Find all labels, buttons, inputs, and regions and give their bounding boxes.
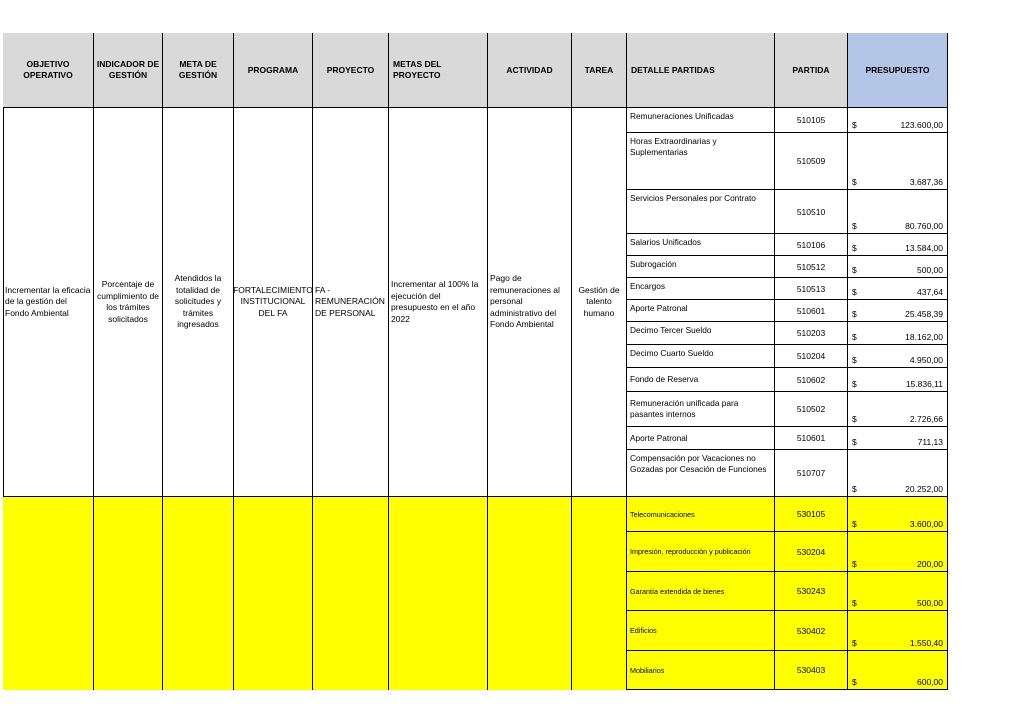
row-partida bbox=[775, 256, 848, 278]
header-label: METAS DEL PROYECTO bbox=[393, 59, 442, 80]
row-partida bbox=[775, 108, 848, 133]
cell-text: Porcentaje de cumplimiento de los trámites solicitados bbox=[97, 279, 159, 324]
row-detalle bbox=[627, 532, 775, 572]
currency-symbol: $ bbox=[852, 287, 857, 297]
row-detalle bbox=[627, 322, 775, 345]
row-detalle bbox=[627, 572, 775, 611]
amount-text: 20.252,00 bbox=[905, 484, 943, 494]
cell-highlight-programa bbox=[234, 497, 313, 690]
amount-text: 13.584,00 bbox=[905, 243, 943, 253]
cell-text: FORTALECIMIENTO INSTITUCIONAL DEL FA bbox=[233, 284, 313, 318]
row-partida bbox=[775, 427, 848, 450]
detalle-text: Compensación por Vacaciones no Gozadas por Cesación de Funciones bbox=[630, 453, 767, 474]
row-partida bbox=[775, 532, 848, 572]
row-presupuesto bbox=[848, 611, 948, 651]
partida-text: 510510 bbox=[796, 206, 826, 217]
header-label: PRESUPUESTO bbox=[865, 64, 930, 75]
currency-symbol: $ bbox=[852, 265, 857, 275]
detalle-text: Subrogación bbox=[630, 259, 677, 269]
amount-text: 2.726,66 bbox=[909, 414, 943, 424]
partida-text: 510513 bbox=[796, 283, 826, 294]
header-label: PROGRAMA bbox=[247, 64, 299, 75]
header-label: OBJETIVO OPERATIVO bbox=[23, 59, 73, 80]
cell-text: Atendidos la totalidad de solicitudes y trámites ingresados bbox=[174, 273, 222, 330]
detalle-text: Telecomunicaciones bbox=[630, 509, 695, 519]
partida-text: 510601 bbox=[796, 305, 826, 316]
row-detalle bbox=[627, 133, 775, 190]
row-presupuesto bbox=[848, 427, 948, 450]
header-label: PROYECTO bbox=[326, 64, 375, 75]
partida-text: 510502 bbox=[796, 404, 826, 414]
detalle-text: Garantía extendida de bienes bbox=[630, 586, 725, 596]
partida-text: 510203 bbox=[796, 328, 826, 338]
row-partida bbox=[775, 278, 848, 300]
amount-text: 200,00 bbox=[917, 559, 943, 569]
currency-symbol: $ bbox=[852, 638, 857, 648]
row-partida bbox=[775, 392, 848, 427]
currency-symbol: $ bbox=[852, 243, 857, 253]
amount-text: 15.836,11 bbox=[905, 379, 943, 389]
row-detalle bbox=[627, 368, 775, 392]
row-presupuesto bbox=[848, 300, 948, 322]
partida-text: 510106 bbox=[796, 239, 826, 250]
row-detalle bbox=[627, 108, 775, 133]
detalle-text: Aporte Patronal bbox=[630, 432, 688, 443]
amount-text: 500,00 bbox=[917, 265, 943, 275]
header-meta bbox=[163, 33, 234, 108]
cell-tarea bbox=[572, 108, 627, 497]
cell-highlight-tarea bbox=[572, 497, 627, 690]
cell-programa bbox=[234, 108, 313, 497]
header-actividad bbox=[488, 33, 572, 108]
detalle-text: Fondo de Reserva bbox=[630, 374, 699, 384]
currency-symbol: $ bbox=[852, 414, 857, 424]
row-partida bbox=[775, 190, 848, 234]
row-partida bbox=[775, 497, 848, 532]
header-label: ACTIVIDAD bbox=[506, 64, 553, 75]
cell-text: Incrementar al 100% la ejecución del presupuesto en el año 2022 bbox=[391, 279, 479, 324]
currency-symbol: $ bbox=[852, 332, 857, 342]
amount-text: 1.550,40 bbox=[909, 638, 943, 648]
row-presupuesto bbox=[848, 234, 948, 256]
row-detalle bbox=[627, 450, 775, 497]
detalle-text: Servicios Personales por Contrato bbox=[630, 193, 756, 203]
amount-text: 4.950,00 bbox=[909, 355, 943, 365]
header-label: TAREA bbox=[584, 64, 614, 75]
header-presupuesto bbox=[848, 33, 948, 108]
cell-proyecto bbox=[313, 108, 389, 497]
amount-text: 25.458,39 bbox=[905, 309, 943, 319]
header-label: PARTIDA bbox=[792, 64, 830, 75]
cell-highlight-meta bbox=[163, 497, 234, 690]
row-partida bbox=[775, 322, 848, 345]
header-detalle bbox=[627, 33, 775, 108]
amount-text: 600,00 bbox=[917, 677, 943, 687]
detalle-text: Impresión, reproducción y publicación bbox=[630, 547, 751, 556]
row-detalle bbox=[627, 256, 775, 278]
header-indicador bbox=[94, 33, 163, 108]
amount-text: 3.687,36 bbox=[909, 177, 943, 187]
partida-text: 530105 bbox=[796, 509, 826, 519]
detalle-text: Mobiliarios bbox=[630, 665, 665, 675]
header-metas-proyecto bbox=[389, 33, 488, 108]
detalle-text: Remuneraciones Unificadas bbox=[630, 111, 734, 121]
row-detalle bbox=[627, 611, 775, 651]
cell-highlight-actividad bbox=[488, 497, 572, 690]
currency-symbol: $ bbox=[852, 177, 857, 187]
row-presupuesto bbox=[848, 108, 948, 133]
amount-text: 80.760,00 bbox=[905, 221, 943, 231]
row-presupuesto bbox=[848, 368, 948, 392]
currency-symbol: $ bbox=[852, 437, 857, 447]
amount-text: 18.162,00 bbox=[905, 332, 943, 342]
currency-symbol: $ bbox=[852, 677, 857, 687]
currency-symbol: $ bbox=[852, 484, 857, 494]
cell-actividad bbox=[488, 108, 572, 497]
row-detalle bbox=[627, 300, 775, 322]
row-presupuesto bbox=[848, 651, 948, 690]
cell-indicador bbox=[94, 108, 163, 497]
partida-text: 510204 bbox=[796, 351, 826, 361]
partida-text: 510602 bbox=[796, 374, 826, 385]
currency-symbol: $ bbox=[852, 120, 857, 130]
cell-meta bbox=[163, 108, 234, 497]
cell-highlight-objetivo bbox=[3, 497, 94, 690]
row-partida bbox=[775, 368, 848, 392]
amount-text: 500,00 bbox=[917, 598, 943, 608]
row-detalle bbox=[627, 278, 775, 300]
cell-objetivo bbox=[3, 108, 94, 497]
amount-text: 437,64 bbox=[917, 287, 943, 297]
row-presupuesto bbox=[848, 322, 948, 345]
partida-text: 510601 bbox=[796, 433, 826, 443]
detalle-text: Decimo Tercer Sueldo bbox=[630, 325, 712, 335]
header-proyecto bbox=[313, 33, 389, 108]
row-detalle bbox=[627, 234, 775, 256]
row-presupuesto bbox=[848, 256, 948, 278]
partida-text: 510509 bbox=[796, 156, 826, 166]
row-presupuesto bbox=[848, 278, 948, 300]
currency-symbol: $ bbox=[852, 309, 857, 319]
detalle-text: Remuneración unificada para pasantes internos bbox=[630, 398, 739, 419]
row-detalle bbox=[627, 190, 775, 234]
row-partida bbox=[775, 611, 848, 651]
partida-text: 530403 bbox=[796, 665, 826, 675]
currency-symbol: $ bbox=[852, 221, 857, 231]
currency-symbol: $ bbox=[852, 379, 857, 389]
header-partida bbox=[775, 33, 848, 108]
row-partida bbox=[775, 450, 848, 497]
header-objetivo bbox=[3, 33, 94, 108]
amount-text: 3.600,00 bbox=[909, 519, 943, 529]
detalle-text: Encargos bbox=[630, 281, 666, 291]
row-presupuesto bbox=[848, 345, 948, 368]
row-presupuesto bbox=[848, 450, 948, 497]
row-presupuesto bbox=[848, 497, 948, 532]
amount-text: 123.600,00 bbox=[900, 120, 943, 130]
currency-symbol: $ bbox=[852, 598, 857, 608]
row-detalle bbox=[627, 392, 775, 427]
cell-text: Incrementar la eficacia de la gestión del Fondo Ambiental bbox=[5, 284, 91, 318]
cell-highlight-indicador bbox=[94, 497, 163, 690]
detalle-text: Edificios bbox=[630, 626, 657, 635]
header-label: DETALLE PARTIDAS bbox=[631, 64, 715, 75]
partida-text: 510707 bbox=[796, 468, 826, 478]
row-partida bbox=[775, 133, 848, 190]
row-partida bbox=[775, 234, 848, 256]
currency-symbol: $ bbox=[852, 355, 857, 365]
cell-metas-proyecto bbox=[389, 108, 488, 497]
cell-highlight-metas-proyecto bbox=[389, 497, 488, 690]
amount-text: 711,13 bbox=[917, 437, 943, 447]
header-label: INDICADOR DE GESTIÓN bbox=[96, 59, 160, 80]
cell-highlight-proyecto bbox=[313, 497, 389, 690]
row-presupuesto bbox=[848, 572, 948, 611]
detalle-text: Horas Extraordinarias y Suplementarias bbox=[630, 136, 717, 157]
row-partida bbox=[775, 345, 848, 368]
partida-text: 530243 bbox=[796, 586, 826, 596]
currency-symbol: $ bbox=[852, 519, 857, 529]
cell-text: FA - REMUNERACIÓN DE PERSONAL bbox=[315, 284, 385, 318]
row-presupuesto bbox=[848, 392, 948, 427]
row-detalle bbox=[627, 651, 775, 690]
header-tarea bbox=[572, 33, 627, 108]
row-detalle bbox=[627, 345, 775, 368]
cell-text: Gestión de talento humano bbox=[578, 284, 620, 318]
row-presupuesto bbox=[848, 190, 948, 234]
row-presupuesto bbox=[848, 532, 948, 572]
detalle-text: Aporte Patronal bbox=[630, 303, 688, 313]
header-programa bbox=[234, 33, 313, 108]
row-partida bbox=[775, 300, 848, 322]
currency-symbol: $ bbox=[852, 559, 857, 569]
partida-text: 530402 bbox=[796, 625, 826, 636]
row-detalle bbox=[627, 427, 775, 450]
partida-text: 510105 bbox=[796, 115, 826, 125]
detalle-text: Decimo Cuarto Sueldo bbox=[630, 348, 714, 358]
detalle-text: Salarios Unificados bbox=[630, 237, 702, 247]
cell-text: Pago de remuneraciones al personal administrativo del Fondo Ambiental bbox=[490, 273, 560, 330]
partida-text: 510512 bbox=[796, 261, 826, 272]
row-partida bbox=[775, 651, 848, 690]
header-label: META DE GESTIÓN bbox=[178, 59, 218, 80]
partida-text: 530204 bbox=[796, 546, 826, 557]
row-partida bbox=[775, 572, 848, 611]
row-presupuesto bbox=[848, 133, 948, 190]
row-detalle bbox=[627, 497, 775, 532]
